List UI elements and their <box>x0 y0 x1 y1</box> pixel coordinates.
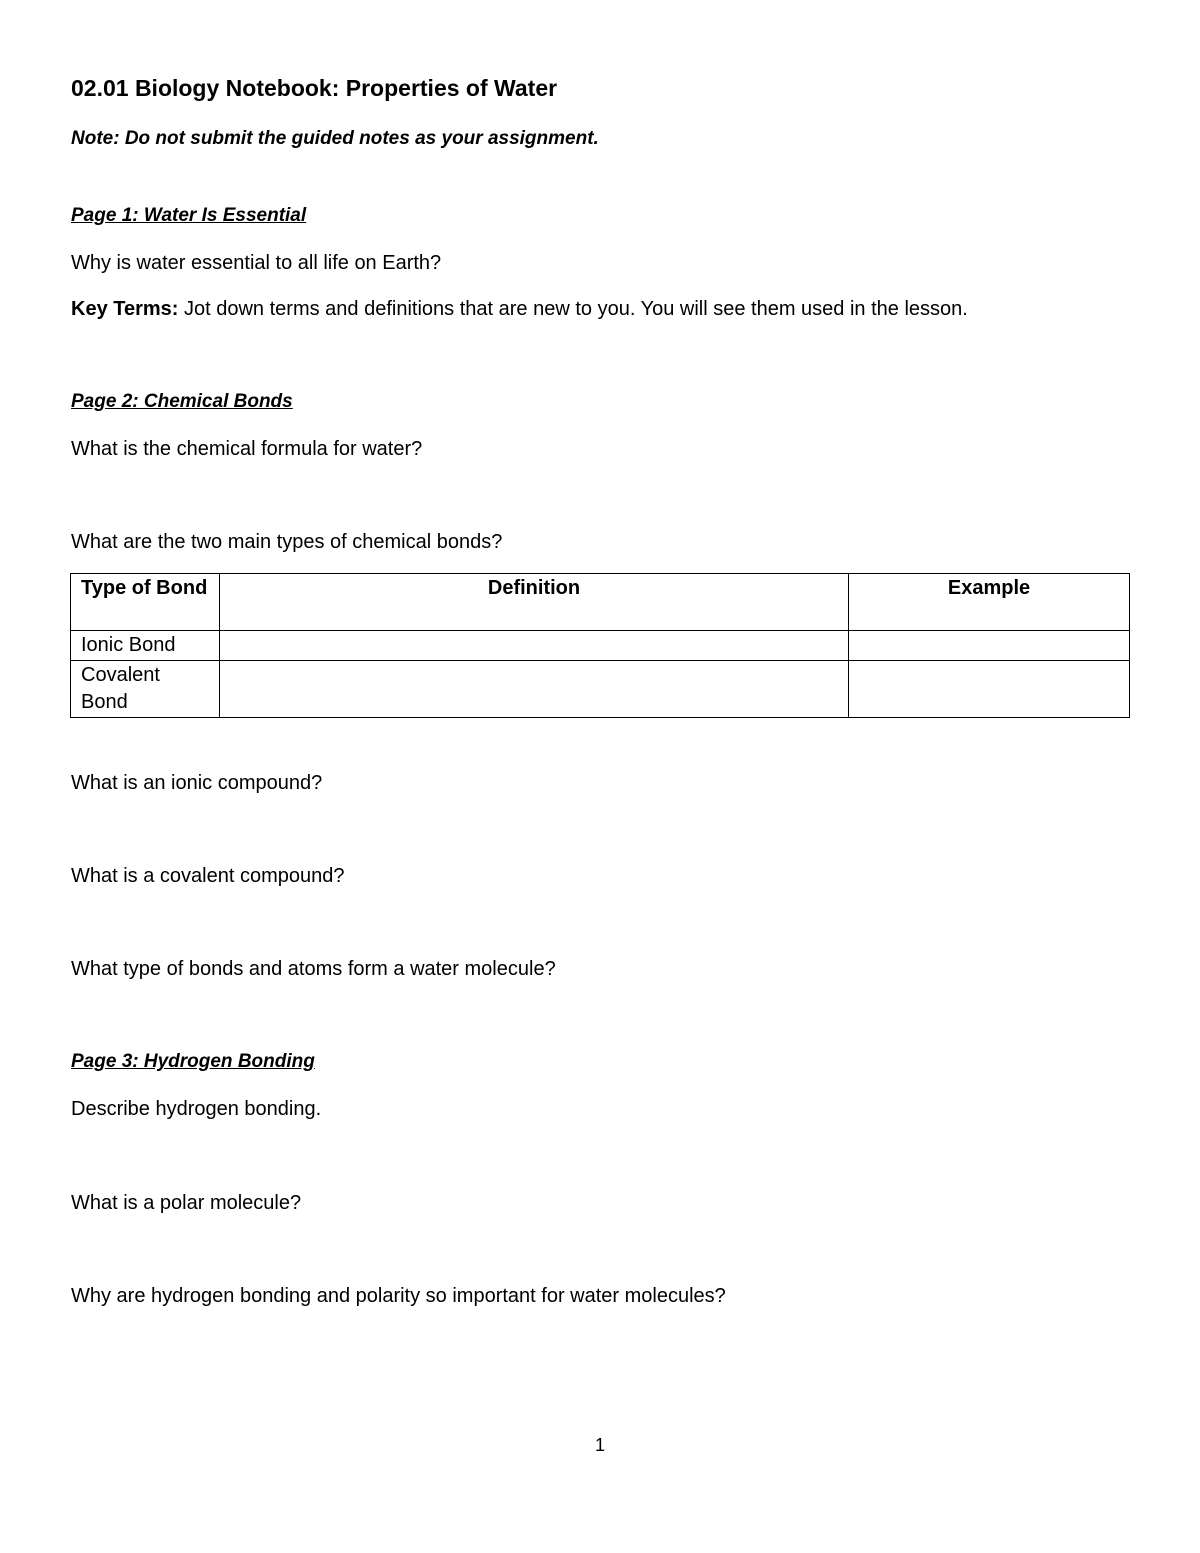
cell-example[interactable] <box>849 631 1130 661</box>
key-terms-instruction <box>71 297 968 321</box>
question-covalent-compound: What is a covalent compound? <box>71 865 345 887</box>
question-water-molecule-bonds: What type of bonds and atoms form a water molecule? <box>71 958 556 980</box>
page-number: 1 <box>594 1435 605 1455</box>
submission-note: Note: Do not submit the guided notes as your assignment. <box>71 128 599 149</box>
document-title: 02.01 Biology Notebook: Properties of Water <box>71 75 558 101</box>
section-heading-page-1: Page 1: Water Is Essential <box>71 205 307 226</box>
header-type-of-bond: Type of Bond <box>71 574 220 631</box>
question-polarity-importance: Why are hydrogen bonding and polarity so important for water molecules? <box>71 1285 726 1307</box>
cell-bond-type: Covalent Bond <box>71 661 220 718</box>
question-polar-molecule: What is a polar molecule? <box>71 1192 302 1214</box>
question-bond-types: What are the two main types of chemical bonds? <box>71 531 503 553</box>
key-terms-label: Key Terms: <box>71 298 179 320</box>
question-ionic-compound: What is an ionic compound? <box>71 772 323 794</box>
header-example: Example <box>849 574 1130 631</box>
question-chemical-formula: What is the chemical formula for water? <box>71 438 423 460</box>
section-heading-page-2: Page 2: Chemical Bonds <box>71 391 293 412</box>
section-heading-page-3: Page 3: Hydrogen Bonding <box>71 1051 315 1072</box>
cell-definition[interactable] <box>220 631 849 661</box>
cell-bond-type: Ionic Bond <box>71 631 220 661</box>
cell-example[interactable] <box>849 661 1130 718</box>
header-definition: Definition <box>220 574 849 631</box>
key-terms-text: Jot down terms and definitions that are new to you. You will see them used in the lesson. <box>178 298 968 320</box>
table-row <box>71 631 1130 661</box>
table-header-row <box>71 574 1130 631</box>
question-hydrogen-bonding: Describe hydrogen bonding. <box>71 1098 322 1120</box>
cell-definition[interactable] <box>220 661 849 718</box>
bond-types-table <box>70 573 1130 718</box>
question-water-essential: Why is water essential to all life on Earth? <box>71 252 442 274</box>
table-row <box>71 661 1130 718</box>
